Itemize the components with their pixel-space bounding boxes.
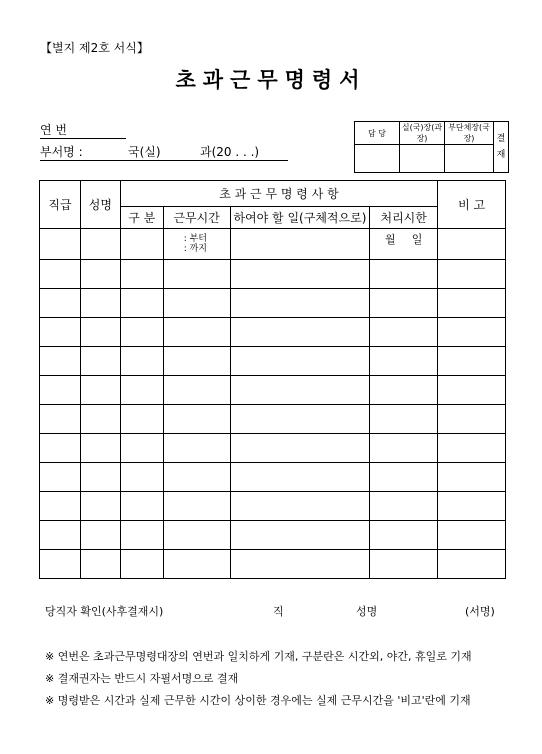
category-header: 구 분	[120, 207, 163, 229]
duty-officer-confirm-label: 당직자 확인(사후결재시)	[45, 605, 164, 618]
task-cell[interactable]	[230, 318, 370, 347]
table-row	[40, 434, 506, 463]
deadline-cell[interactable]	[370, 550, 438, 579]
remarks-cell[interactable]	[438, 347, 506, 376]
signature-cell[interactable]	[445, 145, 494, 173]
name-cell[interactable]	[80, 405, 120, 434]
table-row	[40, 550, 506, 579]
rank-cell[interactable]	[40, 463, 81, 492]
hours-from: : 부터	[183, 234, 207, 244]
remarks-cell[interactable]	[438, 260, 506, 289]
remarks-cell[interactable]	[438, 289, 506, 318]
hours-cell[interactable]	[163, 289, 230, 318]
table-row	[40, 492, 506, 521]
hours-cell[interactable]	[163, 492, 230, 521]
remarks-cell[interactable]	[438, 463, 506, 492]
name-label: 성명	[356, 605, 378, 618]
signature-label: (서명)	[465, 605, 495, 618]
division-date-label: 과(20 . . .)	[200, 145, 260, 159]
category-cell[interactable]	[120, 492, 163, 521]
remarks-cell[interactable]	[438, 550, 506, 579]
table-row	[40, 260, 506, 289]
remarks-cell[interactable]	[438, 229, 506, 260]
category-cell[interactable]	[120, 289, 163, 318]
deadline-cell[interactable]	[370, 347, 438, 376]
name-cell[interactable]	[80, 229, 120, 260]
rank-header: 직급	[40, 181, 81, 229]
bureau-label: 국(실)	[128, 145, 161, 159]
remarks-cell[interactable]	[438, 434, 506, 463]
remarks-cell[interactable]	[438, 521, 506, 550]
remarks-cell[interactable]	[438, 492, 506, 521]
name-cell[interactable]	[80, 318, 120, 347]
page-title: 초과근무명령서	[175, 68, 367, 92]
category-cell[interactable]	[120, 521, 163, 550]
hours-cell[interactable]	[163, 376, 230, 405]
table-row	[40, 347, 506, 376]
deadline-cell[interactable]	[370, 229, 438, 260]
task-cell[interactable]	[230, 521, 370, 550]
deadline-cell[interactable]	[370, 492, 438, 521]
rank-cell[interactable]	[40, 376, 81, 405]
rank-cell[interactable]	[40, 347, 81, 376]
deadline-cell[interactable]	[370, 318, 438, 347]
department-label: 부서명 :	[40, 145, 83, 159]
rank-cell[interactable]	[40, 521, 81, 550]
hours-cell[interactable]	[163, 318, 230, 347]
remarks-cell[interactable]	[438, 318, 506, 347]
signature-cell[interactable]	[355, 145, 400, 173]
rank-cell[interactable]	[40, 229, 81, 260]
remarks-cell[interactable]	[438, 405, 506, 434]
rank-cell[interactable]	[40, 289, 81, 318]
task-cell[interactable]	[230, 347, 370, 376]
task-cell[interactable]	[230, 434, 370, 463]
deadline-cell[interactable]	[370, 260, 438, 289]
month-label: 월	[385, 233, 396, 246]
category-cell[interactable]	[120, 376, 163, 405]
name-header: 성명	[80, 181, 120, 229]
task-cell[interactable]	[230, 260, 370, 289]
name-cell[interactable]	[80, 463, 120, 492]
rank-cell[interactable]	[40, 550, 81, 579]
department-field	[40, 143, 300, 159]
table-row	[40, 405, 506, 434]
task-cell[interactable]	[230, 376, 370, 405]
name-cell[interactable]	[80, 260, 120, 289]
name-cell[interactable]	[80, 492, 120, 521]
category-cell[interactable]	[120, 405, 163, 434]
deadline-cell[interactable]	[370, 289, 438, 318]
hours-cell[interactable]	[163, 347, 230, 376]
deadline-header: 처리시한	[370, 207, 438, 229]
hours-cell[interactable]	[163, 521, 230, 550]
form-number-label: 【별지 제2호 서식】	[40, 41, 149, 55]
deadline-cell[interactable]	[370, 434, 438, 463]
table-row	[40, 318, 506, 347]
serial-number-label: 연 번	[40, 123, 67, 137]
category-cell[interactable]	[120, 463, 163, 492]
name-cell[interactable]	[80, 347, 120, 376]
department-underline	[40, 160, 288, 161]
day-label: 일	[411, 233, 423, 246]
hours-cell[interactable]	[163, 463, 230, 492]
task-cell[interactable]	[230, 405, 370, 434]
note-item: ※ 명령받은 시간과 실제 근무한 시간이 상이한 경우에는 실제 근무시간을 '비고'란에 기재	[45, 694, 471, 707]
approval-side-label: 결 재	[494, 122, 509, 173]
overtime-order-table	[39, 180, 506, 579]
deadline-cell[interactable]	[370, 463, 438, 492]
task-cell[interactable]	[230, 492, 370, 521]
approver-header: 담 당	[355, 122, 400, 145]
table-row	[40, 521, 506, 550]
table-row	[40, 229, 506, 260]
hours-cell[interactable]	[163, 550, 230, 579]
category-cell[interactable]	[120, 434, 163, 463]
task-header: 하여야 할 일(구체적으로)	[230, 207, 370, 229]
table-row	[40, 463, 506, 492]
rank-cell[interactable]	[40, 405, 81, 434]
hours-cell[interactable]	[163, 260, 230, 289]
category-cell[interactable]	[120, 229, 163, 260]
rank-cell[interactable]	[40, 318, 81, 347]
deadline-cell[interactable]	[370, 376, 438, 405]
category-cell[interactable]	[120, 347, 163, 376]
approver-header: 부단체장(국장)	[445, 122, 494, 145]
deadline-cell[interactable]	[370, 521, 438, 550]
deadline-cell[interactable]	[370, 405, 438, 434]
approval-box	[354, 121, 509, 173]
serial-underline	[40, 138, 126, 139]
table-row	[40, 376, 506, 405]
name-cell[interactable]	[80, 550, 120, 579]
name-cell[interactable]	[80, 521, 120, 550]
hours-cell[interactable]	[163, 229, 230, 260]
hours-to: : 까지	[183, 244, 207, 254]
note-item: ※ 결재권자는 반드시 자필서명으로 결재	[45, 672, 239, 685]
task-cell[interactable]	[230, 463, 370, 492]
remarks-cell[interactable]	[438, 376, 506, 405]
remarks-header: 비 고	[438, 181, 506, 229]
signature-cell[interactable]	[400, 145, 445, 173]
hours-cell[interactable]	[163, 434, 230, 463]
task-cell[interactable]	[230, 289, 370, 318]
hours-header: 근무시간	[163, 207, 230, 229]
name-cell[interactable]	[80, 376, 120, 405]
order-details-header: 초 과 근 무 명 령 사 항	[120, 181, 437, 207]
category-cell[interactable]	[120, 550, 163, 579]
position-label: 직	[273, 605, 284, 618]
task-cell[interactable]	[230, 550, 370, 579]
name-cell[interactable]	[80, 434, 120, 463]
rank-cell[interactable]	[40, 260, 81, 289]
hours-cell[interactable]	[163, 405, 230, 434]
note-item: ※ 연번은 초과근무명령대장의 연번과 일치하게 기재, 구분란은 시간외, 야간, 휴일로 기재	[45, 650, 472, 663]
category-cell[interactable]	[120, 260, 163, 289]
approver-header: 실(국)장(과장)	[400, 122, 445, 145]
table-row	[40, 289, 506, 318]
category-cell[interactable]	[120, 318, 163, 347]
rank-cell[interactable]	[40, 492, 81, 521]
name-cell[interactable]	[80, 289, 120, 318]
task-cell[interactable]	[230, 229, 370, 260]
rank-cell[interactable]	[40, 434, 81, 463]
